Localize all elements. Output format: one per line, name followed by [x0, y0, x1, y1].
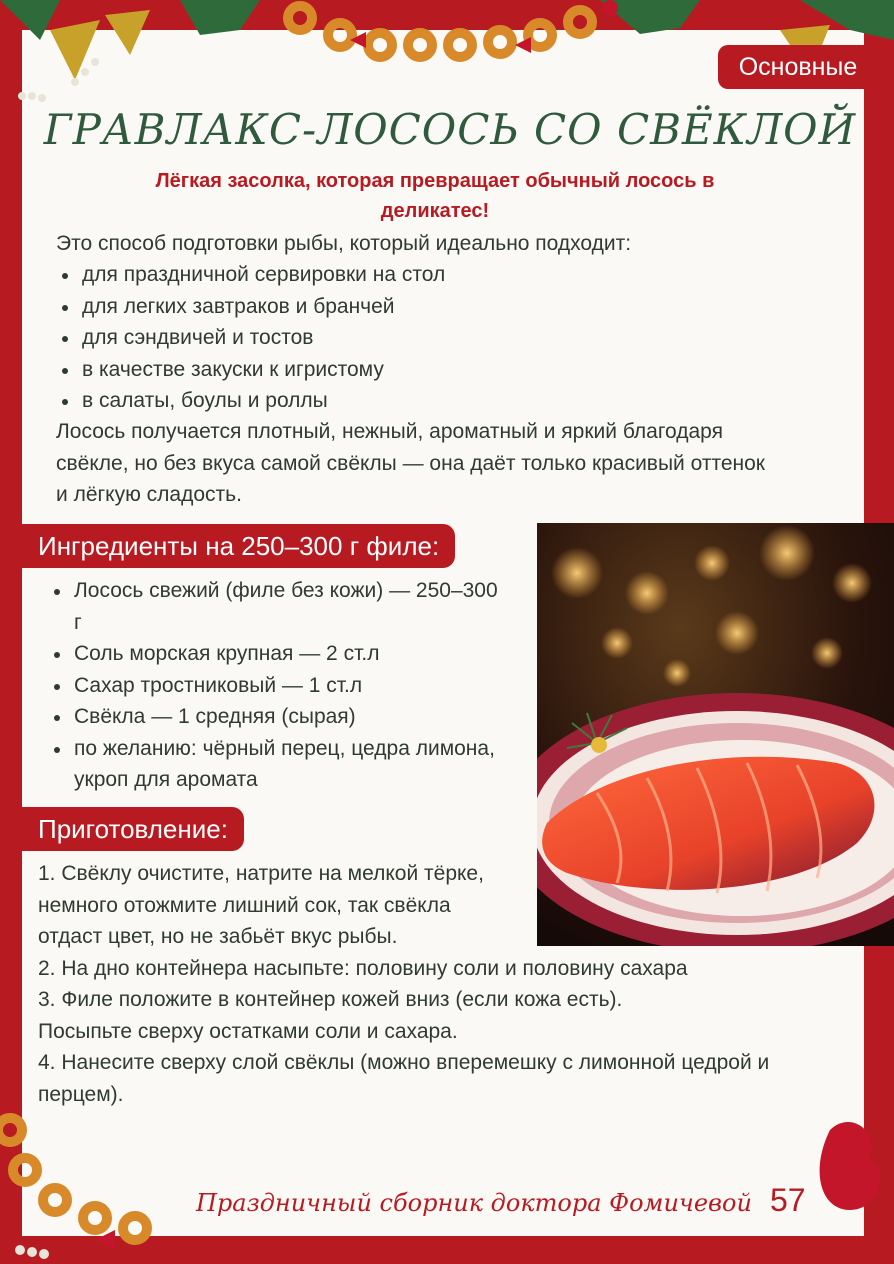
recipe-title: ГРАВЛАКС-ЛОСОСЬ СО СВЁКЛОЙ	[43, 105, 857, 154]
footer-book-title: Праздничный сборник доктора Фомичевой	[196, 1189, 752, 1217]
step-2: 2. На дно контейнера насыпьте: половину соли и половину сахара	[38, 956, 688, 980]
list-item: для сэндвичей и тостов	[58, 322, 818, 354]
list-item: Соль морская крупная — 2 ст.л	[50, 638, 510, 670]
list-item: для легких завтраков и бранчей	[58, 291, 818, 323]
ingredients-heading: Ингредиенты на 250–300 г филе:	[22, 524, 455, 568]
list-item: в салаты, боулы и роллы	[58, 385, 818, 417]
list-item: Сахар тростниковый — 1 ст.л	[50, 670, 510, 702]
intro-text: Это способ подготовки рыбы, который идеально подходит:	[56, 232, 632, 255]
preparation-steps	[38, 858, 838, 1110]
preparation-heading: Приготовление:	[22, 807, 244, 851]
list-item: по желанию: чёрный перец, цедра лимона, укроп для аромата	[50, 733, 510, 796]
step-4: 4. Нанесите сверху слой свёклы (можно вперемешку с лимонной цедрой и перцем).	[38, 1051, 770, 1106]
list-item: в качестве закуски к игристому	[58, 354, 818, 386]
step-3-continued: Посыпьте сверху остатками соли и сахара.	[38, 1019, 458, 1043]
step-1: 1. Свёклу очистите, натрите на мелкой тёрке, немного отожмите лишний сок, так свёкла отдаст цвет, но не забьёт вкус рыбы.	[38, 862, 484, 948]
garland-bottom-decoration	[0, 1100, 894, 1264]
uses-list	[58, 259, 818, 417]
page-number: 57	[770, 1182, 806, 1218]
list-item: для праздничной сервировки на стол	[58, 259, 818, 291]
step-3: 3. Филе положите в контейнер кожей вниз (если кожа есть).	[38, 988, 623, 1011]
category-badge: Основные	[718, 45, 878, 89]
list-item: Лосось свежий (филе без кожи) — 250–300 г	[50, 575, 510, 638]
list-item: Свёкла — 1 средняя (сырая)	[50, 701, 510, 733]
ingredients-list	[50, 575, 510, 796]
recipe-subtitle: Лёгкая засолка, которая превращает обычный лосось в деликатес!	[155, 170, 715, 222]
outro-text: Лосось получается плотный, нежный, ароматный и яркий благодаря свёкле, но без вкуса самой свёклы — она даёт только красивый оттенок и лёгкую сладость.	[56, 420, 765, 506]
